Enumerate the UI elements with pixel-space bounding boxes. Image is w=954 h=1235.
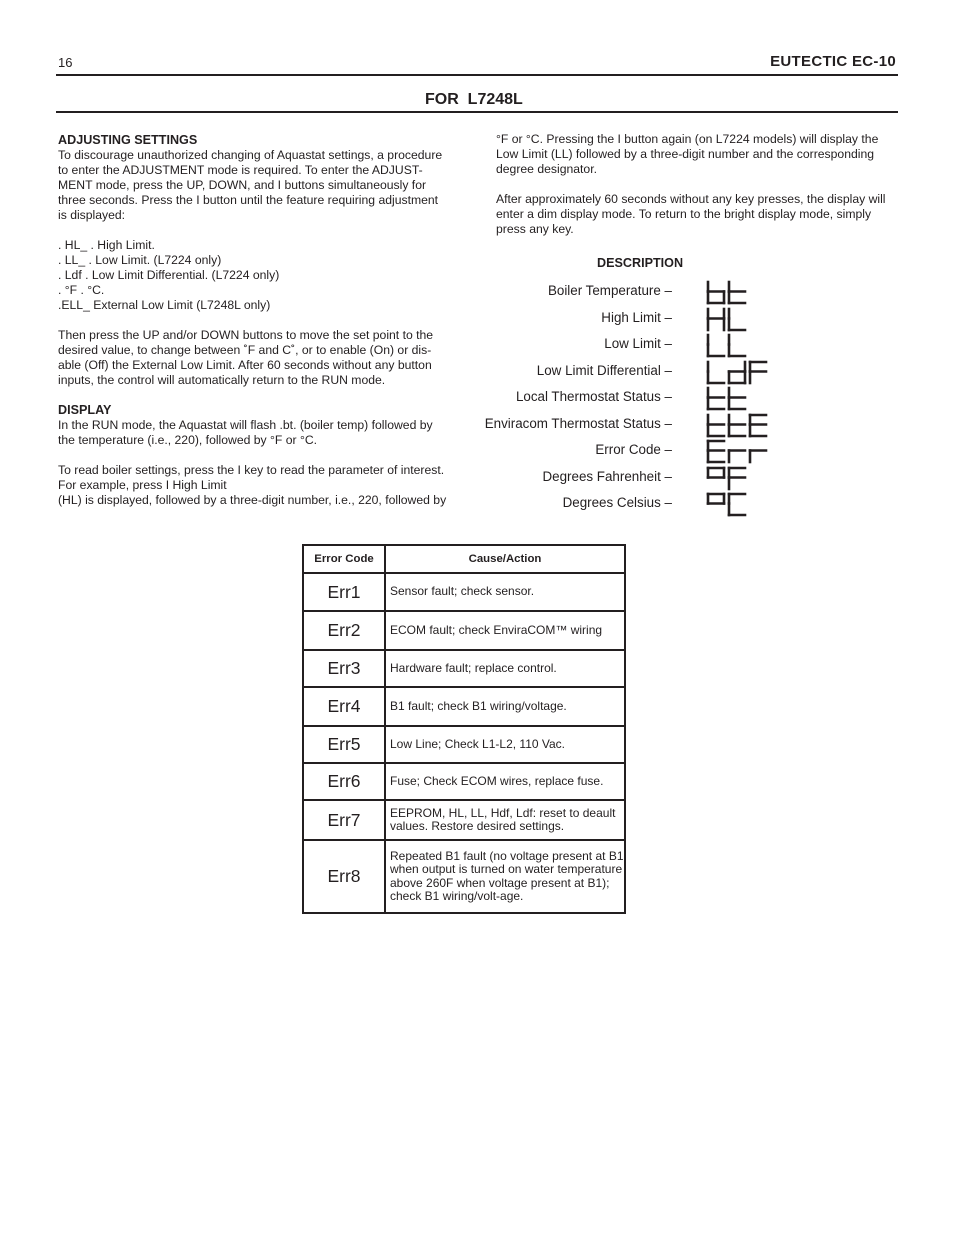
seven-segment-code xyxy=(705,333,765,359)
description-row xyxy=(480,413,760,440)
seven-segment-code xyxy=(705,386,765,412)
brand-title: EUTECTIC EC-10 xyxy=(770,53,896,70)
description-row xyxy=(480,333,760,360)
header-rule xyxy=(56,74,898,76)
cause-action-cell: EEPROM, HL, LL, Hdf, Ldf: reset to deault values. Restore desired settings. xyxy=(385,800,625,840)
cause-action-cell: ECOM fault; check EnviraCOM™ wiring xyxy=(385,611,625,650)
description-label: Error Code – xyxy=(595,442,672,457)
description-row xyxy=(480,386,760,413)
seven-segment-glyphs xyxy=(705,360,772,386)
adjusting-intro: To discourage unauthorized changing of Aquastat settings, a procedure to enter the ADJUSTMENT mode is required. To enter the ADJUST- MENT mode, press the UP, DOWN, and I buttons simultaneously for three seconds. Press the I button until the feature requiring adjustment is displayed: xyxy=(58,148,443,222)
section-title: FOR L7248L xyxy=(425,91,523,108)
seven-segment-glyphs xyxy=(705,466,751,492)
description-label: Low Limit Differential – xyxy=(536,362,672,378)
display-heading: DISPLAY xyxy=(58,403,112,417)
description-row xyxy=(480,439,760,466)
adjusting-settings-heading: ADJUSTING SETTINGS xyxy=(58,133,198,147)
table-row xyxy=(303,687,625,726)
table-row xyxy=(303,840,625,913)
list-item: . LL_ . Low Limit. (L7224 only) xyxy=(58,253,222,267)
column-header-error-code: Error Code xyxy=(303,545,385,573)
seven-segment-glyphs xyxy=(705,307,751,333)
seven-segment-glyphs xyxy=(705,413,772,439)
error-code-cell: Err2 xyxy=(303,611,385,650)
table-row xyxy=(303,573,625,611)
seven-segment-glyphs xyxy=(705,386,751,412)
description-label: High Limit – xyxy=(601,309,672,325)
seven-segment-code xyxy=(705,413,765,439)
seven-segment-glyphs xyxy=(705,492,751,518)
error-code-table xyxy=(302,544,626,914)
description-label: Low Limit – xyxy=(604,336,672,351)
seven-segment-code xyxy=(705,439,765,465)
seven-segment-code xyxy=(705,280,765,306)
table-header-row xyxy=(303,545,625,573)
description-label: Enviracom Thermostat Status – xyxy=(484,415,672,431)
display-read-paragraph: To read boiler settings, press the I key to read the parameter of interest. For example, press I High Limit (HL) is displayed, followed by a three-digit number, i.e., 220, followed by xyxy=(58,463,447,507)
dim-display-paragraph: After approximately 60 seconds without any key presses, the display will enter a dim display mode. To return to the bright display mode, simply press any key. xyxy=(496,192,886,236)
list-item: . Ldf . Low Limit Differential. (L7224 only) xyxy=(58,268,280,282)
error-code-cell: Err1 xyxy=(303,573,385,611)
error-code-cell: Err3 xyxy=(303,650,385,687)
cause-action-cell: Repeated B1 fault (no voltage present at B1 when output is turned on water temperature above 260F when voltage present at B1); check B1 wiring/volt-age. xyxy=(385,840,625,913)
description-label: Degrees Celsius – xyxy=(562,495,672,510)
seven-segment-code xyxy=(705,307,765,333)
description-row xyxy=(480,307,760,334)
seven-segment-code xyxy=(705,492,765,518)
adjusting-then-paragraph: Then press the UP and/or DOWN buttons to move the set point to the desired value, to change between ˚F and C˚, or to enable (On) or dis- able (Off) the External Low Limit. After 60 seconds without any button inputs, the control will automatically return to the RUN mode. xyxy=(58,328,434,387)
title-rule xyxy=(56,111,898,113)
table-row xyxy=(303,611,625,650)
error-code-cell: Err6 xyxy=(303,763,385,800)
cause-action-cell: Sensor fault; check sensor. xyxy=(385,573,625,611)
cause-action-cell: Fuse; Check ECOM wires, replace fuse. xyxy=(385,763,625,800)
column-header-cause-action: Cause/Action xyxy=(385,545,625,573)
list-item: . HL_ . High Limit. xyxy=(58,238,155,252)
left-column xyxy=(58,133,460,508)
right-column xyxy=(496,132,900,237)
page-number: 16 xyxy=(58,55,73,70)
seven-segment-glyphs xyxy=(705,333,751,359)
seven-segment-code xyxy=(705,466,765,492)
settings-list xyxy=(58,238,460,313)
description-label: Local Thermostat Status – xyxy=(515,389,672,404)
cause-action-cell: B1 fault; check B1 wiring/voltage. xyxy=(385,687,625,726)
table-row xyxy=(303,763,625,800)
table-row xyxy=(303,726,625,763)
cause-action-cell: Hardware fault; replace control. xyxy=(385,650,625,687)
description-row xyxy=(480,466,760,493)
seven-segment-glyphs xyxy=(705,439,772,465)
degree-paragraph: °F or °C. Pressing the I button again (on L7224 models) will display the Low Limit (LL) followed by a three-digit number and the corresponding degree designator. xyxy=(496,132,879,176)
list-item: .ELL_ External Low Limit (L7248L only) xyxy=(58,298,271,312)
table-row xyxy=(303,650,625,687)
error-code-cell: Err4 xyxy=(303,687,385,726)
list-item: . °F . °C. xyxy=(58,283,105,297)
table-row xyxy=(303,800,625,840)
description-heading: DESCRIPTION xyxy=(597,256,684,270)
error-code-cell: Err5 xyxy=(303,726,385,763)
error-code-cell: Err8 xyxy=(303,840,385,913)
description-row xyxy=(480,492,760,519)
description-row xyxy=(480,360,760,387)
display-run-paragraph: In the RUN mode, the Aquastat will flash .bt. (boiler temp) followed by the temperature (i.e., 220), followed by °F or °C. xyxy=(58,418,433,447)
description-label: Degrees Fahrenheit – xyxy=(542,468,672,484)
seven-segment-code xyxy=(705,360,765,386)
description-label: Boiler Temperature – xyxy=(547,283,672,298)
error-code-cell: Err7 xyxy=(303,800,385,840)
cause-action-cell: Low Line; Check L1-L2, 110 Vac. xyxy=(385,726,625,763)
description-row xyxy=(480,280,760,307)
seven-segment-glyphs xyxy=(705,280,751,306)
